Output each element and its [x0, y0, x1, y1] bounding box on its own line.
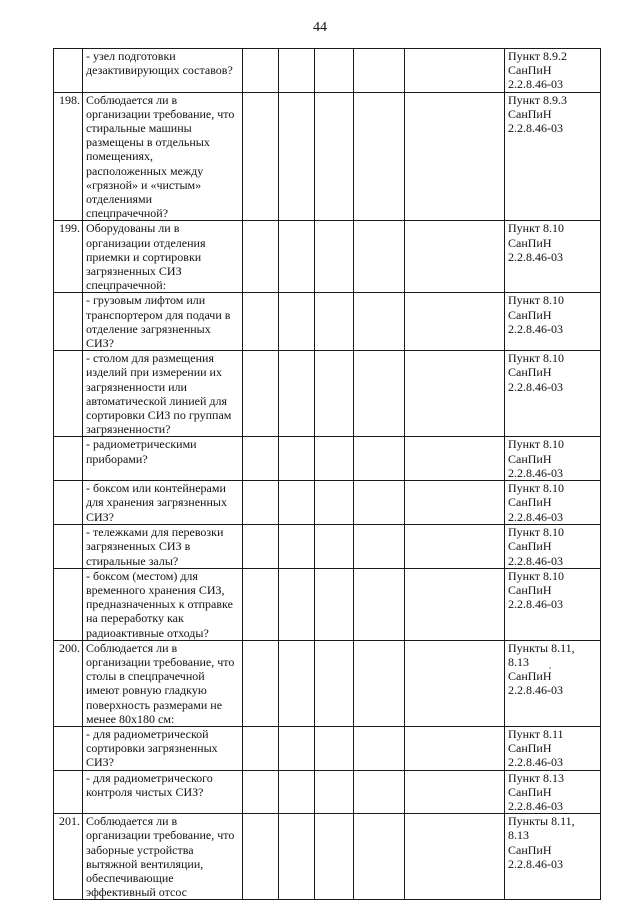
table-row: [54, 640, 601, 726]
notes-cell: [405, 640, 505, 726]
regulation-reference: Пункт 8.10 СанПиН 2.2.8.46-03: [505, 568, 601, 640]
not-applicable-cell: [315, 92, 354, 221]
requirement-question: - боксом (местом) для временного хранения СИЗ, предназначенных к отправке на переработку как радиоактивные отходы?: [83, 568, 243, 640]
not-applicable-cell: [315, 525, 354, 569]
notes-cell: [405, 293, 505, 351]
table-row: [54, 770, 601, 814]
requirement-question: - боксом или контейнерами для хранения загрязненных СИЗ?: [83, 481, 243, 525]
not-applicable-cell: [315, 814, 354, 900]
notes-cell: [405, 92, 505, 221]
answer-no-cell: [279, 437, 315, 481]
answer-no-cell: [279, 49, 315, 93]
page-number: 44: [313, 20, 327, 35]
not-applicable-cell: [315, 351, 354, 437]
notes-cell: [405, 814, 505, 900]
regulation-reference: Пункт 8.10 СанПиН 2.2.8.46-03: [505, 481, 601, 525]
answer-yes-cell: [243, 726, 279, 770]
notes-cell: [405, 221, 505, 293]
regulation-reference: Пункт 8.10 СанПиН 2.2.8.46-03: [505, 221, 601, 293]
comment-cell: [354, 92, 405, 221]
not-applicable-cell: [315, 568, 354, 640]
table-row: [54, 814, 601, 900]
table-row: [54, 293, 601, 351]
item-number: [54, 437, 83, 481]
notes-cell: [405, 351, 505, 437]
table-row: [54, 49, 601, 93]
answer-yes-cell: [243, 351, 279, 437]
requirement-question: - столом для размещения изделий при измерении их загрязненности или автоматической линией для сортировки СИЗ по группам загрязненности?: [83, 351, 243, 437]
not-applicable-cell: [315, 726, 354, 770]
answer-yes-cell: [243, 92, 279, 221]
comment-cell: [354, 525, 405, 569]
regulation-reference: Пункт 8.10 СанПиН 2.2.8.46-03: [505, 293, 601, 351]
regulation-reference: Пункт 8.9.3 СанПиН 2.2.8.46-03: [505, 92, 601, 221]
requirement-question: - тележками для перевозки загрязненных СИЗ в стиральные залы?: [83, 525, 243, 569]
checklist-body: [54, 49, 601, 900]
requirement-question: - для радиометрического контроля чистых СИЗ?: [83, 770, 243, 814]
regulation-reference: Пункт 8.10 СанПиН 2.2.8.46-03: [505, 525, 601, 569]
item-number: 200.: [54, 640, 83, 726]
table-row: [54, 568, 601, 640]
notes-cell: [405, 481, 505, 525]
item-number: 199.: [54, 221, 83, 293]
not-applicable-cell: [315, 481, 354, 525]
regulation-reference: Пункт 8.9.2 СанПиН 2.2.8.46-03: [505, 49, 601, 93]
regulation-reference: Пункт 8.10 СанПиН 2.2.8.46-03: [505, 437, 601, 481]
table-row: [54, 481, 601, 525]
not-applicable-cell: [315, 49, 354, 93]
requirement-question: - узел подготовки дезактивирующих составов?: [83, 49, 243, 93]
item-number: [54, 293, 83, 351]
regulation-reference: Пункты 8.11, 8.13 СанПиН 2.2.8.46-03: [505, 640, 601, 726]
answer-yes-cell: [243, 525, 279, 569]
table-row: [54, 221, 601, 293]
answer-yes-cell: [243, 568, 279, 640]
answer-yes-cell: [243, 770, 279, 814]
item-number: 201.: [54, 814, 83, 900]
answer-no-cell: [279, 568, 315, 640]
comment-cell: [354, 293, 405, 351]
comment-cell: [354, 49, 405, 93]
regulation-reference: Пункт 8.13 СанПиН 2.2.8.46-03: [505, 770, 601, 814]
comment-cell: [354, 481, 405, 525]
answer-no-cell: [279, 640, 315, 726]
requirement-question: - радиометрическими приборами?: [83, 437, 243, 481]
comment-cell: [354, 770, 405, 814]
notes-cell: [405, 568, 505, 640]
table-row: [54, 351, 601, 437]
item-number: 198.: [54, 92, 83, 221]
item-number: [54, 481, 83, 525]
item-number: [54, 770, 83, 814]
answer-no-cell: [279, 770, 315, 814]
regulation-reference: Пункт 8.11 СанПиН 2.2.8.46-03: [505, 726, 601, 770]
answer-no-cell: [279, 351, 315, 437]
table-row: [54, 726, 601, 770]
requirement-question: - грузовым лифтом или транспортером для подачи в отделение загрязненных СИЗ?: [83, 293, 243, 351]
not-applicable-cell: [315, 770, 354, 814]
notes-cell: [405, 49, 505, 93]
item-number: [54, 726, 83, 770]
item-number: [54, 525, 83, 569]
requirement-question: Соблюдается ли в организации требование, что стиральные машины размещены в отдельных помещениях, расположенных между «грязной» и «чистым» отделениями спецпрачечной?: [83, 92, 243, 221]
table-row: [54, 92, 601, 221]
answer-yes-cell: [243, 481, 279, 525]
answer-no-cell: [279, 814, 315, 900]
answer-no-cell: [279, 92, 315, 221]
table-row: [54, 525, 601, 569]
scan-speck: [549, 667, 551, 669]
item-number: [54, 351, 83, 437]
regulation-reference: Пункты 8.11, 8.13 СанПиН 2.2.8.46-03: [505, 814, 601, 900]
comment-cell: [354, 568, 405, 640]
notes-cell: [405, 525, 505, 569]
comment-cell: [354, 726, 405, 770]
not-applicable-cell: [315, 437, 354, 481]
regulation-reference: Пункт 8.10 СанПиН 2.2.8.46-03: [505, 351, 601, 437]
table-row: [54, 437, 601, 481]
answer-yes-cell: [243, 437, 279, 481]
item-number: [54, 49, 83, 93]
answer-no-cell: [279, 726, 315, 770]
answer-no-cell: [279, 525, 315, 569]
answer-no-cell: [279, 293, 315, 351]
answer-no-cell: [279, 221, 315, 293]
comment-cell: [354, 351, 405, 437]
comment-cell: [354, 437, 405, 481]
notes-cell: [405, 726, 505, 770]
answer-no-cell: [279, 481, 315, 525]
checklist-table: [53, 48, 601, 900]
not-applicable-cell: [315, 221, 354, 293]
comment-cell: [354, 640, 405, 726]
comment-cell: [354, 221, 405, 293]
notes-cell: [405, 437, 505, 481]
answer-yes-cell: [243, 814, 279, 900]
answer-yes-cell: [243, 293, 279, 351]
answer-yes-cell: [243, 640, 279, 726]
not-applicable-cell: [315, 640, 354, 726]
comment-cell: [354, 814, 405, 900]
item-number: [54, 568, 83, 640]
answer-yes-cell: [243, 221, 279, 293]
requirement-question: Оборудованы ли в организации отделения приемки и сортировки загрязненных СИЗ спецпрачечной:: [83, 221, 243, 293]
answer-yes-cell: [243, 49, 279, 93]
requirement-question: Соблюдается ли в организации требование, что заборные устройства вытяжной вентиляции, обеспечивающие эффективный отсос: [83, 814, 243, 900]
not-applicable-cell: [315, 293, 354, 351]
requirement-question: Соблюдается ли в организации требование, что столы в спецпрачечной имеют ровную гладкую поверхность размерами не менее 80x180 см:: [83, 640, 243, 726]
notes-cell: [405, 770, 505, 814]
requirement-question: - для радиометрической сортировки загрязненных СИЗ?: [83, 726, 243, 770]
